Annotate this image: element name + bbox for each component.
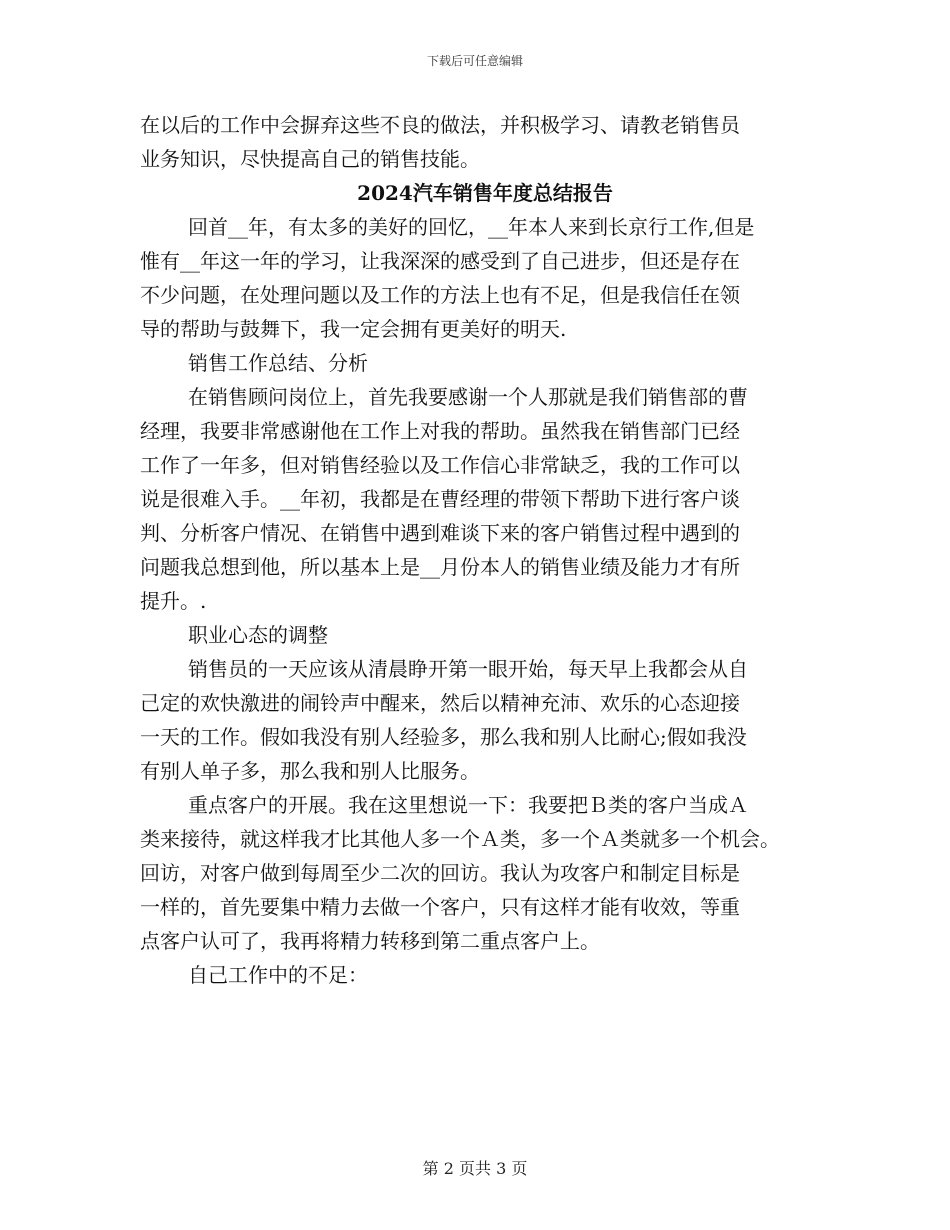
text-line: 回访，对客户做到每周至少二次的回访。我认为攻客户和制定目标是 — [140, 861, 740, 885]
text-line: 销售工作总结、分析 — [188, 351, 368, 375]
text-line: 职业心态的调整 — [188, 623, 328, 647]
text-line: 问题我总想到他，所以基本上是__月份本人的销售业绩及能力才有所 — [140, 555, 740, 579]
text-line: 工作了一年多，但对销售经验以及工作信心非常缺乏，我的工作可以 — [140, 453, 740, 477]
text-line: 类来接待，就这样我才比其他人多一个Ａ类，多一个Ａ类就多一个机会。 — [140, 827, 780, 851]
text-line: 点客户认可了，我再将精力转移到第二重点客户上。 — [140, 929, 600, 953]
text-line: 有别人单子多，那么我和别人比服务。 — [140, 759, 480, 783]
text-line: 销售员的一天应该从清晨睁开第一眼开始，每天早上我都会从自 — [188, 657, 748, 681]
text-line: 导的帮助与鼓舞下，我一定会拥有更美好的明天. — [140, 317, 567, 341]
text-line: 在销售顾问岗位上，首先我要感谢一个人那就是我们销售部的曹 — [188, 385, 748, 409]
document-title: 2024汽车销售年度总结报告 — [357, 181, 613, 205]
text-line: 惟有__年这一年的学习，让我深深的感受到了自己进步，但还是存在 — [140, 249, 740, 273]
text-line: 己定的欢快激进的闹铃声中醒来，然后以精神充沛、欢乐的心态迎接 — [140, 691, 740, 715]
text-line: 判、分析客户情况、在销售中遇到难谈下来的客户销售过程中遇到的 — [140, 521, 740, 545]
text-line: 业务知识，尽快提高自己的销售技能。 — [140, 147, 480, 171]
text-line: 提升。. — [140, 589, 207, 613]
text-line: 经理，我要非常感谢他在工作上对我的帮助。虽然我在销售部门已经 — [140, 419, 740, 443]
page-header: 下载后可任意编辑 — [426, 54, 523, 68]
document-body — [140, 108, 830, 992]
text-line: 一天的工作。假如我没有别人经验多，那么我和别人比耐心;假如我没 — [140, 725, 747, 749]
text-line: 在以后的工作中会摒弃这些不良的做法，并积极学习、请教老销售员 — [140, 113, 740, 137]
text-line: 回首__年，有太多的美好的回忆，__年本人来到长京行工作,但是 — [188, 215, 755, 239]
text-line: 重点客户的开展。我在这里想说一下：我要把Ｂ类的客户当成Ａ — [188, 793, 748, 817]
page-footer: 第 2 页共 3 页 — [422, 1159, 528, 1178]
text-line: 一样的，首先要集中精力去做一个客户，只有这样才能有收效，等重 — [140, 895, 740, 919]
text-line: 不少问题，在处理问题以及工作的方法上也有不足，但是我信任在领 — [140, 283, 740, 307]
text-line: 说是很难入手。__年初，我都是在曹经理的带领下帮助下进行客户谈 — [140, 487, 740, 511]
text-line: 自己工作中的不足： — [188, 963, 368, 987]
